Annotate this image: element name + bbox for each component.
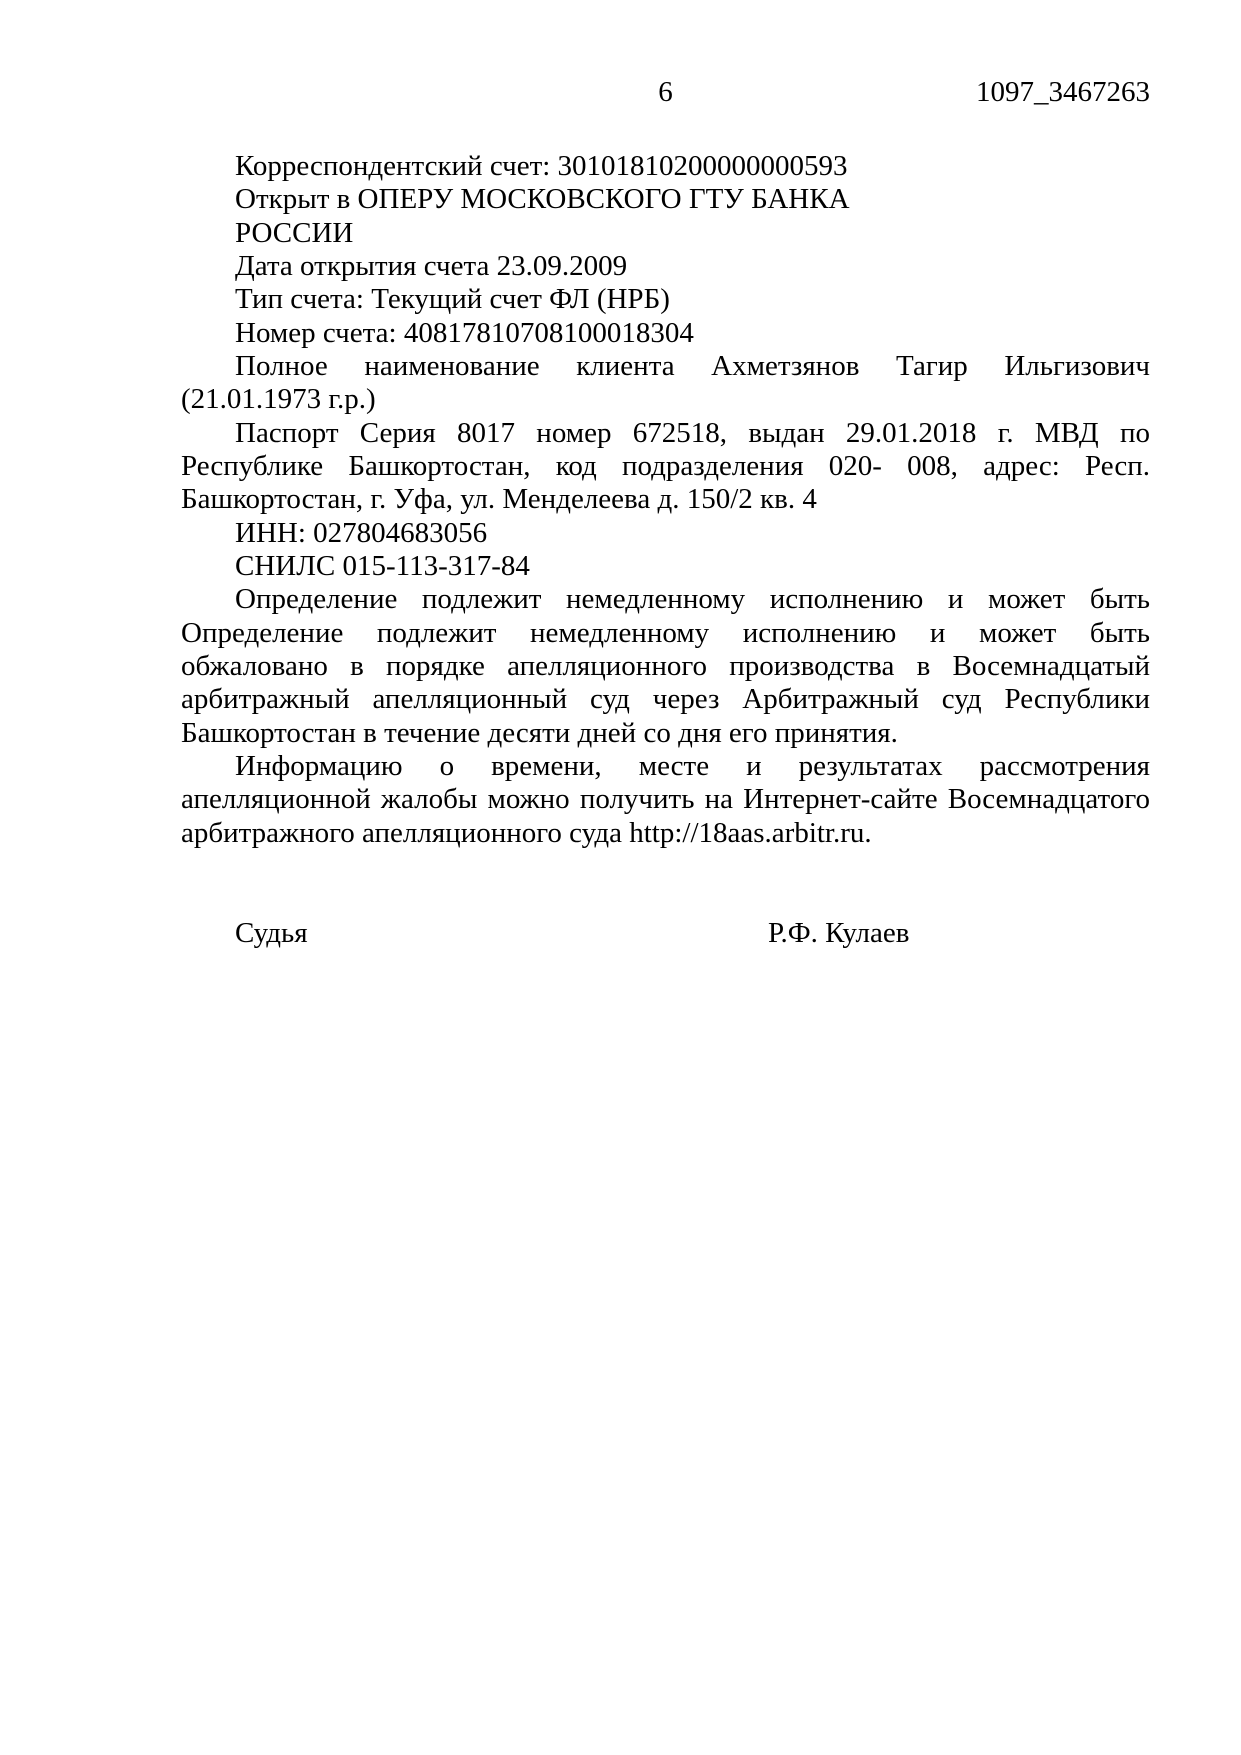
line-opened-at-bank: Открыт в ОПЕРУ МОСКОВСКОГО ГТУ БАНКА — [235, 183, 850, 216]
signature-row — [181, 917, 1150, 951]
page-number: 6 — [658, 76, 673, 108]
line-client-full-name: Полное наименование клиента Ахметзянов Тагир Ильгизович — [235, 349, 1150, 382]
line-correspondent-account: Корреспондентский счет: 30101810200000000593 — [235, 150, 848, 182]
line-passport-address: Башкортостан, г. Уфа, ул. Менделеева д. 150/2 кв. 4 — [181, 483, 817, 516]
signature-role: Судья — [235, 917, 308, 949]
line-appeal-info-2: апелляционной жалобы можно получить на Интернет-сайте Восемнадцатого — [181, 783, 1150, 816]
signature-name: Р.Ф. Кулаев — [768, 917, 910, 949]
line-snils: СНИЛС 015-113-317-84 — [235, 549, 530, 582]
line-ruling-appeal-1: обжаловано в порядке апелляционного производства в Восемнадцатый — [181, 649, 1150, 682]
line-ruling-appeal-2: арбитражный апелляционный суд через Арбитражный суд Республики — [181, 683, 1150, 716]
page-header — [181, 76, 1150, 110]
line-passport-series: Паспорт Серия 8017 номер 672518, выдан 29.01.2018 г. МВД по — [235, 416, 1150, 449]
line-inn: ИНН: 027804683056 — [235, 516, 488, 549]
line-appeal-info-1: Информацию о времени, месте и результатах рассмотрения — [235, 749, 1150, 782]
line-account-open-date: Дата открытия счета 23.09.2009 — [235, 249, 628, 282]
line-client-birthdate: (21.01.1973 г.р.) — [181, 383, 376, 416]
document-code: 1097_3467263 — [976, 76, 1150, 108]
line-passport-issuer: Республике Башкортостан, код подразделения 020- 008, адрес: Респ. — [181, 449, 1150, 482]
line-bank-country: РОССИИ — [235, 216, 354, 249]
document-body — [181, 150, 1150, 850]
line-ruling-appeal-3: Башкортостан в течение десяти дней со дня его принятия. — [181, 716, 898, 749]
line-account-type: Тип счета: Текущий счет ФЛ (НРБ) — [235, 283, 670, 316]
line-ruling-execution-2: Определение подлежит немедленному исполнению и может быть — [181, 616, 1150, 649]
line-appeal-info-3: арбитражного апелляционного суда http://18aas.arbitr.ru. — [181, 816, 872, 849]
line-account-number: Номер счета: 40817810708100018304 — [235, 316, 694, 349]
line-ruling-execution-1: Определение подлежит немедленному исполнению и может быть — [235, 583, 1150, 616]
